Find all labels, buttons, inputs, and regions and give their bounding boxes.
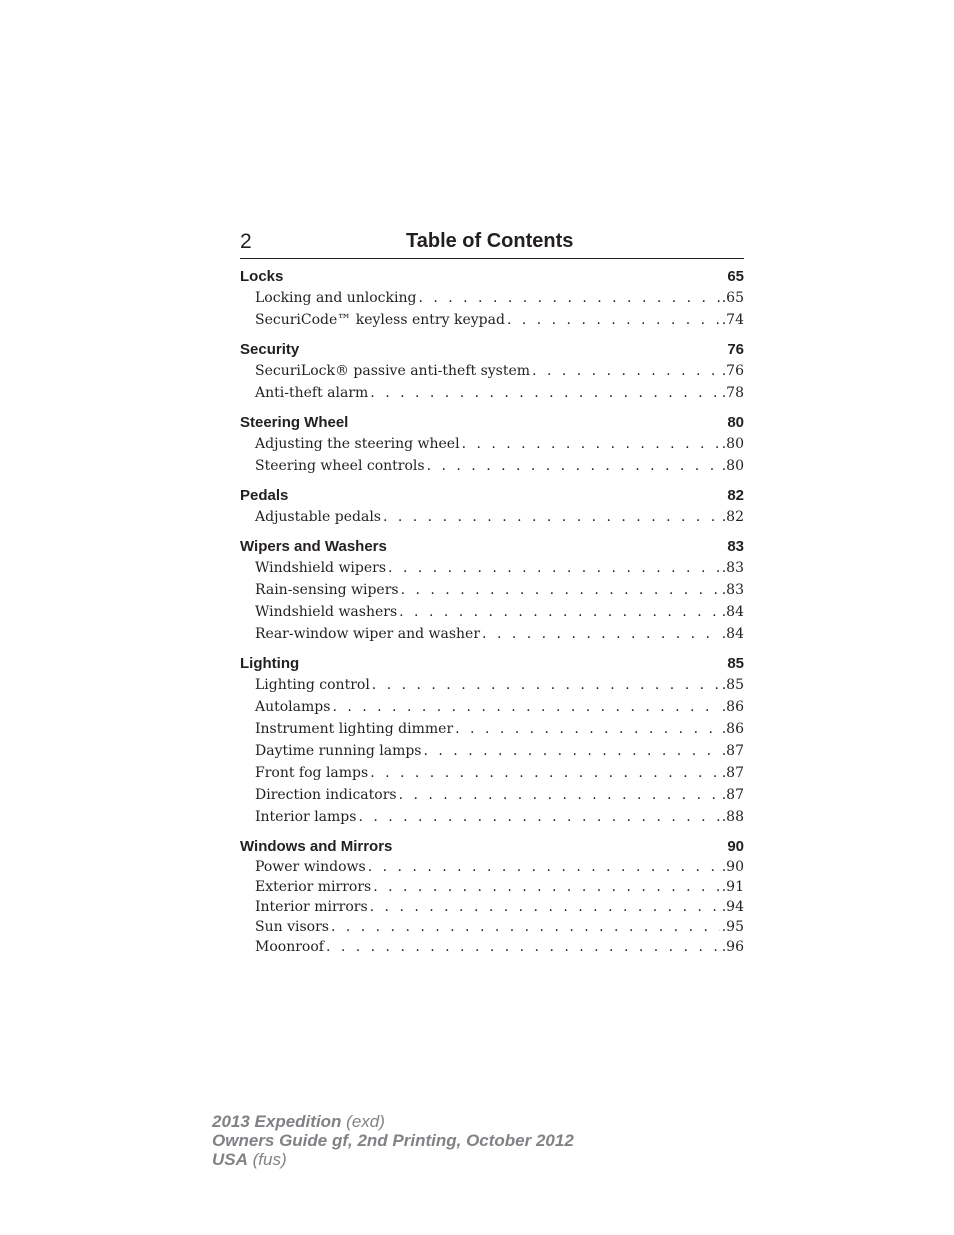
toc-entry[interactable]	[240, 360, 744, 382]
section-title: Pedals	[240, 487, 289, 504]
dot-leader	[427, 455, 720, 477]
dot-leader	[372, 674, 720, 696]
page-title: Table of Contents	[406, 230, 574, 252]
toc-section-heading[interactable]	[240, 486, 744, 506]
toc-entry[interactable]	[240, 579, 744, 601]
toc-section	[240, 267, 744, 331]
document-footer	[212, 1112, 574, 1169]
toc-section-heading[interactable]	[240, 654, 744, 674]
toc-section	[240, 537, 744, 645]
toc-section-heading[interactable]	[240, 340, 744, 360]
toc-section-heading[interactable]	[240, 413, 744, 433]
toc-section	[240, 340, 744, 404]
toc-entry[interactable]	[240, 877, 744, 897]
dot-leader	[388, 557, 720, 579]
toc-entry[interactable]	[240, 784, 744, 806]
toc-entry[interactable]	[240, 557, 744, 579]
toc-entry[interactable]	[240, 718, 744, 740]
section-page: 83	[727, 538, 744, 555]
entry-page: .83	[721, 582, 744, 598]
entry-label: Autolamps	[255, 699, 331, 715]
entry-page: .80	[721, 436, 744, 452]
dot-leader	[401, 579, 720, 601]
toc-entry[interactable]	[240, 806, 744, 828]
entry-label: Adjustable pedals	[255, 509, 381, 525]
footer-line-1	[212, 1112, 574, 1131]
footer-model: 2013 Expedition	[212, 1112, 342, 1131]
entry-page: .87	[721, 787, 744, 803]
footer-model-code: (exd)	[346, 1112, 385, 1131]
section-page: 90	[727, 838, 744, 855]
entry-page: .91	[721, 879, 744, 895]
section-title: Lighting	[240, 655, 300, 672]
entry-page: .87	[721, 743, 744, 759]
toc-entry[interactable]	[240, 455, 744, 477]
entry-page: .84	[721, 626, 744, 642]
table-of-contents	[240, 267, 744, 966]
entry-label: Interior mirrors	[255, 899, 368, 915]
dot-leader	[455, 718, 720, 740]
dot-leader	[370, 897, 720, 917]
dot-leader	[358, 806, 719, 828]
toc-entry[interactable]	[240, 674, 744, 696]
dot-leader	[373, 877, 720, 897]
footer-market-code: (fus)	[252, 1150, 287, 1169]
toc-entry[interactable]	[240, 623, 744, 645]
entry-label: Instrument lighting dimmer	[255, 721, 454, 737]
toc-entry[interactable]	[240, 382, 744, 404]
toc-entry[interactable]	[240, 762, 744, 784]
entry-label: Rear-window wiper and washer	[255, 626, 481, 642]
dot-leader	[331, 917, 720, 937]
entry-label: Rain-sensing wipers	[255, 582, 399, 598]
toc-section	[240, 837, 744, 957]
entry-label: Exterior mirrors	[255, 879, 372, 895]
dot-leader	[383, 506, 720, 528]
entry-label: Power windows	[255, 859, 366, 875]
dot-leader	[462, 433, 720, 455]
entry-page: .84	[721, 604, 744, 620]
entry-label: Interior lamps	[255, 809, 357, 825]
entry-label: Adjusting the steering wheel	[255, 436, 460, 452]
toc-entry[interactable]	[240, 433, 744, 455]
entry-label: Lighting control	[255, 677, 370, 693]
toc-section	[240, 654, 744, 828]
entry-label: Anti-theft alarm	[255, 385, 369, 401]
toc-entry[interactable]	[240, 897, 744, 917]
dot-leader	[399, 601, 720, 623]
page-number: 2	[240, 230, 252, 253]
entry-page: .82	[721, 509, 744, 525]
entry-page: .76	[721, 363, 744, 379]
toc-entry[interactable]	[240, 506, 744, 528]
section-title: Wipers and Washers	[240, 538, 387, 555]
dot-leader	[368, 857, 720, 877]
entry-page: .83	[721, 560, 744, 576]
section-page: 76	[727, 341, 744, 358]
entry-page: .65	[721, 290, 744, 306]
dot-leader	[332, 696, 719, 718]
entry-page: .86	[721, 721, 744, 737]
dot-leader	[532, 360, 720, 382]
entry-page: .96	[721, 939, 744, 955]
section-title: Windows and Mirrors	[240, 838, 393, 855]
entry-page: .74	[721, 312, 744, 328]
section-title: Steering Wheel	[240, 414, 349, 431]
footer-line-3	[212, 1150, 574, 1169]
entry-label: Sun visors	[255, 919, 329, 935]
toc-entry[interactable]	[240, 740, 744, 762]
toc-section	[240, 486, 744, 528]
dot-leader	[507, 309, 720, 331]
dot-leader	[482, 623, 720, 645]
entry-page: .86	[721, 699, 744, 715]
toc-section	[240, 413, 744, 477]
entry-page: .95	[721, 919, 744, 935]
toc-section-heading[interactable]	[240, 267, 744, 287]
dot-leader	[424, 740, 720, 762]
toc-entry[interactable]	[240, 917, 744, 937]
page-header	[240, 228, 744, 259]
toc-entry[interactable]	[240, 601, 744, 623]
toc-section-heading[interactable]	[240, 537, 744, 557]
section-page: 65	[727, 268, 744, 285]
entry-label: Front fog lamps	[255, 765, 369, 781]
dot-leader	[370, 382, 719, 404]
toc-entry[interactable]	[240, 309, 744, 331]
entry-page: .80	[721, 458, 744, 474]
entry-label: Locking and unlocking	[255, 290, 417, 306]
toc-entry[interactable]	[240, 696, 744, 718]
section-page: 85	[727, 655, 744, 672]
section-page: 80	[727, 414, 744, 431]
entry-page: .87	[721, 765, 744, 781]
entry-label: Moonroof	[255, 939, 324, 955]
toc-entry[interactable]	[240, 287, 744, 309]
dot-leader	[399, 784, 720, 806]
toc-entry[interactable]	[240, 857, 744, 877]
entry-label: SecuriCode™ keyless entry keypad	[255, 312, 505, 328]
entry-page: .85	[721, 677, 744, 693]
dot-leader	[370, 762, 720, 784]
section-title: Security	[240, 341, 300, 358]
footer-market: USA	[212, 1150, 248, 1169]
dot-leader	[418, 287, 719, 309]
entry-label: Direction indicators	[255, 787, 397, 803]
entry-label: Windshield washers	[255, 604, 398, 620]
dot-leader	[326, 937, 720, 957]
entry-page: .78	[721, 385, 744, 401]
entry-label: SecuriLock® passive anti-theft system	[255, 363, 531, 379]
entry-page: .88	[721, 809, 744, 825]
entry-label: Windshield wipers	[255, 560, 387, 576]
entry-page: .94	[721, 899, 744, 915]
entry-page: .90	[721, 859, 744, 875]
section-title: Locks	[240, 268, 284, 285]
footer-printing: Owners Guide gf, 2nd Printing, October 2012	[212, 1131, 574, 1150]
toc-entry[interactable]	[240, 937, 744, 957]
entry-label: Daytime running lamps	[255, 743, 422, 759]
footer-line-2	[212, 1131, 574, 1150]
section-page: 82	[727, 487, 744, 504]
entry-label: Steering wheel controls	[255, 458, 425, 474]
toc-section-heading[interactable]	[240, 837, 744, 857]
